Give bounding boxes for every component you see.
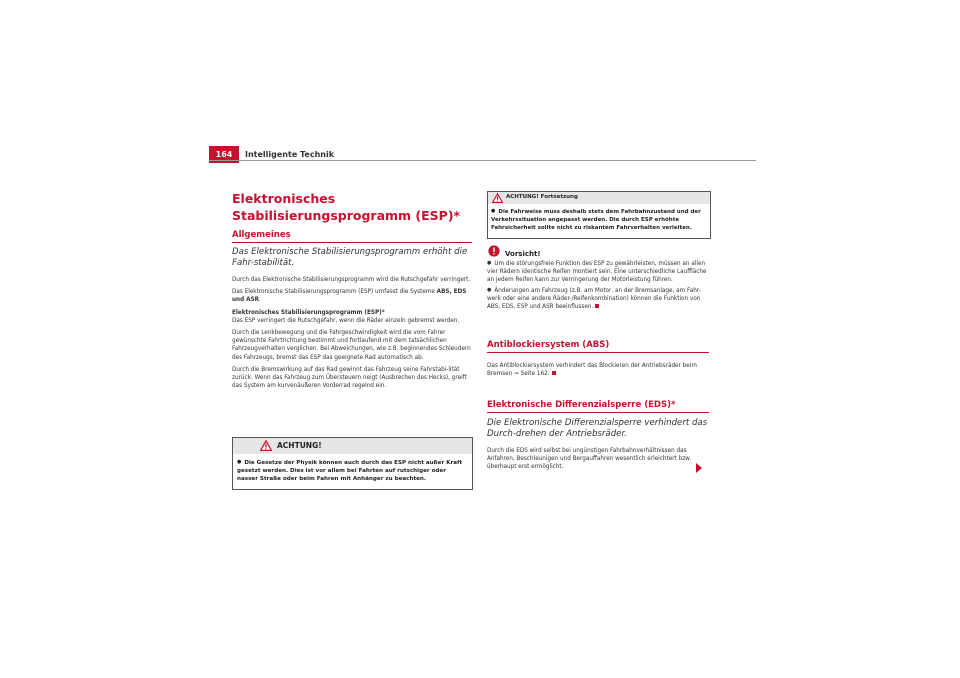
warning-box (232, 437, 473, 490)
next-page-arrow-icon (696, 463, 702, 473)
caution-block (487, 245, 709, 311)
caution-bullet: ● Änderungen am Fahrzeug (z.B. am Motor, an der Bremsanlage, am Fahr-werk oder eine andere Räder-/Reifenkombination) können die Funktion von ABS, EDS, ESP und ASR beeinflussen. (487, 286, 709, 312)
warning-text: ● Die Gesetze der Physik können auch durch das ESP nicht außer Kraft gesetzt werden. Dies ist vor allem bei Fahrten auf rutschiger oder nasser Straße oder beim Fahren mit Anhänger zu beachten. (233, 454, 472, 487)
paragraph-heading: Elektronisches Stabilisierungsprogramm (ESP)* (232, 309, 385, 316)
warning-continued-title: ACHTUNG! Fortsetzung (506, 194, 578, 200)
running-header: Intelligente Technik (245, 150, 335, 159)
esp-lead: Das Elektronische Stabilisierungsprogramm erhöht die Fahr-stabilität. (232, 247, 468, 268)
caution-header (487, 245, 709, 258)
allgemeines-rule (232, 242, 472, 243)
section-abs (487, 339, 709, 353)
abs-paragraph: Das Antiblockiersystem verhindert das Blockieren der Antriebsräder beim Bremsen ⇒ Seite 162. (487, 363, 697, 378)
section-allgemeines (232, 229, 472, 243)
header-rule (209, 160, 756, 161)
warning-title: ACHTUNG! (277, 441, 322, 450)
abs-rule (487, 352, 709, 353)
paragraph: Durch die Bremswirkung auf das Rad gewinnt das Fahrzeug seine Fahrstabi-lität zurück. Wenn das Fahrzeug zum Übersteuern neigt (Ausbrechen des Hecks), greift das System am kurvenäußeren Vorderrad regelnd ein. (232, 366, 467, 390)
warning-continued-header (488, 192, 710, 204)
caution-bullet: ● Um die störungsfreie Funktion des ESP zu gewährleisten, müssen an allen vier Rädern identische Reifen montiert sein. Eine unterschiedliche Lauffläche an jedem Reifen kann zur Verringerung der Motorleistung führen. (487, 259, 709, 285)
section-eds (487, 399, 709, 413)
warning-continued-text: ● Die Fahrweise muss deshalb stets dem Fahrbahnzustand und der Verkehrssituation angepasst werden. Die durch ESP erhöhte Fahrsicherheit sollte nicht zu riskantem Fahrverhalten verleiten. (488, 204, 710, 234)
paragraph: Durch das Elektronische Stabilisierungsprogramm wird die Rutschgefahr verringert. (232, 277, 471, 283)
paragraph-systems: Das Elektronische Stabilisierungsprogramm (ESP) umfasst die Systeme ABS, EDS und ASR. (232, 289, 467, 304)
eds-lead: Die Elektronische Differenzialsperre verhindert das Durch-drehen der Antriebsräder. (487, 418, 708, 439)
eds-heading: Elektronische Differenzialsperre (EDS)* (487, 400, 676, 410)
eds-paragraph: Durch die EDS wird selbst bei ungünstigen Fahrbahnverhältnissen das Anfahren, Beschleunigen und Bergauffahren wesentlich erleichtert bzw. überhaupt erst ermöglicht. (487, 448, 692, 471)
paragraph: Durch die Lenkbewegung und die Fahrgeschwindigkeit wird die vom Fahrer gewünschte Fahrtrichtung bestimmt und fortlaufend mit dem tatsächlichen Fahrzeugverhalten verglichen. Bei Abweichungen, wie z.B. beginnendes Schleudern des Fahrzeugs, bremst das ESP das geeignete Rad automatisch ab. (232, 330, 471, 361)
end-mark (595, 304, 599, 308)
end-mark (552, 371, 556, 375)
abs-heading: Antiblockiersystem (ABS) (487, 340, 610, 350)
warning-continued-box (487, 191, 711, 239)
page-number: 164 (209, 146, 239, 163)
allgemeines-heading: Allgemeines (232, 230, 291, 240)
caution-title: Vorsicht! (505, 250, 541, 258)
warning-triangle-icon (260, 440, 272, 451)
paragraph: Das ESP verringert die Rutschgefahr, wenn die Räder einzeln gebremst werden. (232, 317, 460, 324)
warning-header (233, 438, 472, 454)
caution-exclamation-icon (488, 245, 500, 257)
eds-rule (487, 412, 709, 413)
warning-triangle-icon (492, 193, 503, 203)
esp-title: Elektronisches Stabilisierungsprogramm (ESP)* (232, 191, 461, 223)
left-body (232, 276, 472, 390)
